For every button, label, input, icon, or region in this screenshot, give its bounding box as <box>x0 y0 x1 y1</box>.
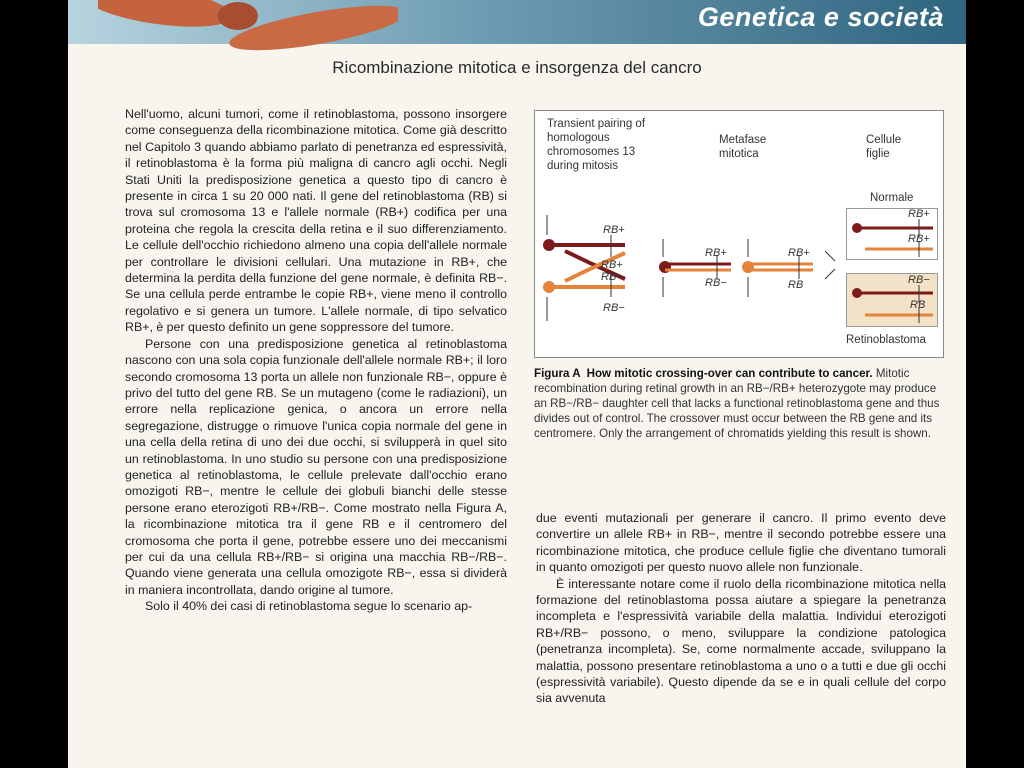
article-title: Ricombinazione mitotica e insorgenza del cancro <box>332 58 702 77</box>
paragraph-1: Nell'uomo, alcuni tumori, come il retinoblastoma, possono insorgere come conseguenza della ricombinazione mitotica. Come già descritto nel Capitolo 3 quando abbiamo parlato di penetranza ed espressività, il retinoblastoma è la forma più maligna di cancro agli occhi. Negli Stati Uniti la predisposizione genetica a questo tipo di cancro è presente in circa 1 su 20 000 nati. Il gene del retinoblastoma (RB) si trova sul cromosoma 13 e l'allele normale (RB+) codifica per una proteina che regola la crescita della retina e il suo differenziamento. Le cellule dell'occhio richiedono almeno una copia dell'allele normale per controllare le divisioni cellulari. Una mutazione in RB+, che determina la perdita della funzione del gene normale, è definita RB−. Se una cellula perde entrambe le copie RB+, viene meno il controllo regolativo e si genera un tumore. L'allele normale, di tipo selvatico RB+, è per questo definito un gene soppressore del tumore. <box>125 107 507 335</box>
label-normal-rb-plus-2: RB+ <box>908 233 930 245</box>
header-band <box>68 0 966 44</box>
chromosome-graphic <box>98 0 398 54</box>
chromatid-drawing <box>535 111 943 357</box>
figure-a-diagram <box>534 110 944 358</box>
paragraph-2: Persone con una predisposizione genetica al retinoblastoma nascono con una sola copia funzionale dell'allele normale RB+; il loro secondo cromosoma 13 porta un allele non funzionale RB−, oppure è privo del tutto del gene RB. Se un mutageno (come le radiazioni), un errore nella replicazione genica, o ancora un errore nella segregazione, distrugge o rimuove l'unica copia normale del gene in una cella della retina di uno dei due occhi, si svilupperà in quel sito un retinoblastoma. In uno studio su persone con una predisposizione genetica al retinoblastoma, le cellule prelevate dall'occhio erano omozigoti RB−, mentre le cellule dei globuli bianchi delle stesse persone erano eterozigoti RB+/RB−. Come mostrato nella Figura A, la ricombinazione mitotica tra il gene RB e il centromero del cromosoma che porta il gene, potrebbe essere uno dei meccanismi per cui da una cellula RB+/RB− si origina una macchia RB−/RB−. Quando viene generata una cellula omozigote RB−, essa si dividerà in maniera incontrollata, dando origine al tumore. <box>125 336 507 597</box>
section-title: Genetica e società <box>697 2 944 32</box>
label-transient-pairing: Transient pairing of homologous chromosomes 13 during mitosis <box>547 118 646 172</box>
label-retinoblastoma: Retinoblastoma <box>846 334 926 346</box>
label-meta2-rb: RB <box>788 279 804 291</box>
figure-caption <box>534 366 944 441</box>
label-rb-plus-1: RB+ <box>603 224 625 236</box>
paragraph-3: Solo il 40% dei casi di retinoblastoma segue lo scenario ap- <box>145 599 473 614</box>
caption-body: Mitotic recombination during retinal growth in an RB−/RB+ heterozygote may produce an RB−/RB− daughter cell that lacks a functional retinoblastoma gene and thus divides out of control. The crossover must occur between the RB gene and its centromere. Only the arrangement of chromatids yielding this result is shown. <box>534 367 940 440</box>
label-retino-rb: RB <box>910 299 926 311</box>
right-paragraph-2: È interessante notare come il ruolo della ricombinazione mitotica nella formazione del retinoblastoma possa aiutare a spiegare la penetranza incompleta e l'espressività variabile della malattia. Individui eterozigoti RB+/RB− possono, o meno, sviluppare la condizione patologica (penetranza incompleta). Se, come normalmente accade, sviluppano la malattia, possono presentare retinoblastoma a uno o a tutti e due gli occhi (espressività variabile). Questo dipende da se e in quali cellule del corpo sia avvenuta <box>536 576 946 706</box>
label-normal-rb-plus-1: RB+ <box>908 208 930 220</box>
right-column-text <box>536 510 946 707</box>
caption-number: Figura A <box>534 367 581 380</box>
label-meta2-rb-plus: RB+ <box>788 247 810 259</box>
label-meta-rb-minus: RB− <box>705 277 727 289</box>
left-column-text <box>125 106 507 615</box>
label-retino-rb-minus: RB− <box>908 274 930 286</box>
label-normale: Normale <box>870 192 914 204</box>
label-metafase: Metafase mitotica <box>719 134 767 160</box>
label-meta-rb-plus: RB+ <box>705 247 727 259</box>
label-rb-plus-2: RB+ <box>601 259 623 271</box>
label-rb-minus-1: RB− <box>601 271 623 283</box>
label-rb-minus-2: RB− <box>603 302 625 314</box>
caption-heading: How mitotic crossing-over can contribute to cancer. <box>586 367 873 380</box>
right-paragraph-1: due eventi mutazionali per generare il cancro. Il primo evento deve convertire un allele RB+ in RB−, mentre il secondo potrebbe essere una ricombinazione mitotica, che produce cellule figlie che diventano tumorali in quanto omozigoti per questo nuovo allele non funzionale. <box>536 511 946 575</box>
label-cellule-figlie: Cellule figlie <box>866 134 902 160</box>
textbook-page <box>68 0 966 768</box>
